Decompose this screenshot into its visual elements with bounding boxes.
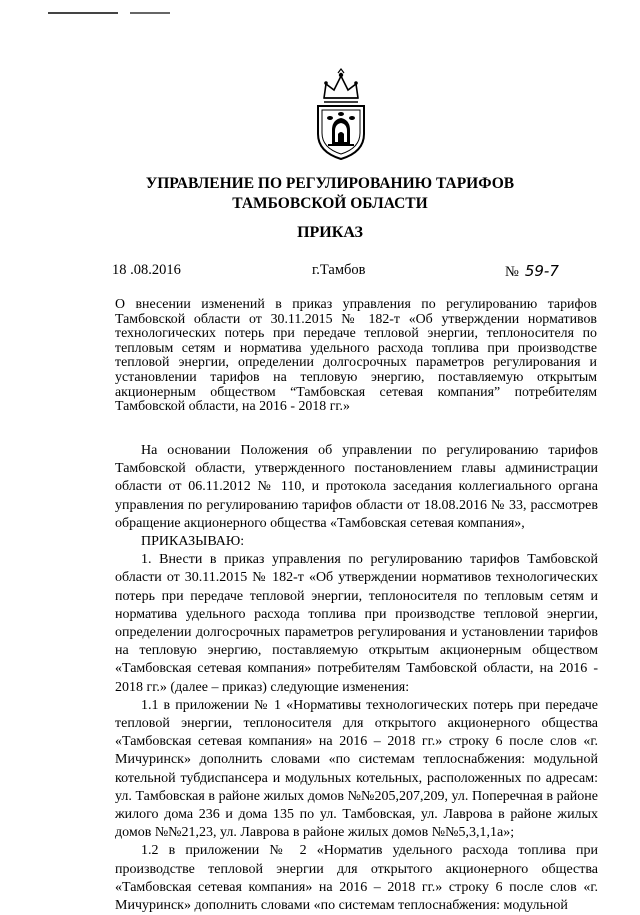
document-type: ПРИКАЗ (297, 224, 363, 241)
document-subject: О внесении изменений в приказ управления по регулированию тарифов Тамбовской области от 30.11.2015 № 182-т «Об утверждении нормативов технологических потерь при передаче тепловой энергии, теплоносителя по тепловым сетям и норматива удельного расхода топлива при производстве тепловой энергии, определении долгосрочных параметров регулирования и установлении тарифов на тепловую энергию, поставляемую открытым акционерным обществом “Тамбовская сетевая компания” потребителям Тамбовской области, на 2016 - 2018 гг.» (115, 297, 597, 415)
body-paragraph: 1.1 в приложении № 1 «Нормативы технологических потерь при передаче тепловой энергии, теплоносителя для открытого акционерного общества «Тамбовская сетевая компания» на 2016 – 2018 гг.» строку 6 после слов «г. Мичуринск» дополнить словами «по системам теплоснабжения: модульной котельной тубдиспансера и модульных котельных, расположенных по адресам: ул. Тамбовская в районе жилых домов №№205,207,209, ул. Поперечная в районе жилого дома 236 и дома 135 по ул. Тамбовская, ул. Лаврова в районе жилых домов №№21,23, ул. Лаврова в районе жилых домов №№5,3,1,1а»; (115, 697, 598, 841)
organization-name (60, 174, 600, 214)
document-number (505, 262, 559, 281)
scan-artifact-line (130, 12, 170, 14)
organization-name-line2: ТАМБОВСКОЙ ОБЛАСТИ (232, 195, 428, 212)
document-number-prefix: № (505, 264, 519, 280)
document-body (115, 442, 598, 915)
body-paragraph: 1.2 в приложении № 2 «Норматив удельного расхода топлива при производстве тепловой энергии для открытого акционерного общества «Тамбовская сетевая компания» на 2016 – 2018 гг.» строку 6 после слов «г. Мичуринск» дополнить словами «по системам теплоснабжения: модульной (115, 843, 598, 914)
tambov-coat-of-arms-icon (312, 68, 370, 162)
document-date: 18 .08.2016 (112, 262, 181, 278)
document-number-handwritten: 59-7 (524, 262, 559, 280)
body-paragraph: На основании Положения об управлении по регулированию тарифов Тамбовской области, утвержденного постановлением главы администрации области от 06.11.2012 № 110, и протокола заседания коллегиального органа управления по регулированию тарифов области от 18.08.2016 № 33, рассмотрев обращение акционерного общества «Тамбовская сетевая компания», (115, 443, 598, 531)
body-paragraph: 1. Внести в приказ управления по регулированию тарифов Тамбовской области от 30.11.2015 № 182-т «Об утверждении нормативов технологических потерь при передаче тепловой энергии, теплоносителя по тепловым сетям и норматива удельного расхода топлива при производстве тепловой энергии, определении долгосрочных параметров регулирования и установлении тарифов на тепловую энергию, поставляемую открытым акционерным обществом «Тамбовская сетевая компания» потребителям Тамбовской области, на 2016 - 2018 гг.» (далее – приказ) следующие изменения: (115, 552, 598, 695)
document-city: г.Тамбов (312, 262, 366, 278)
scan-artifact-line (48, 12, 118, 14)
order-keyword: ПРИКАЗЫВАЮ: (141, 534, 245, 550)
organization-name-line1: УПРАВЛЕНИЕ ПО РЕГУЛИРОВАНИЮ ТАРИФОВ (145, 175, 515, 192)
